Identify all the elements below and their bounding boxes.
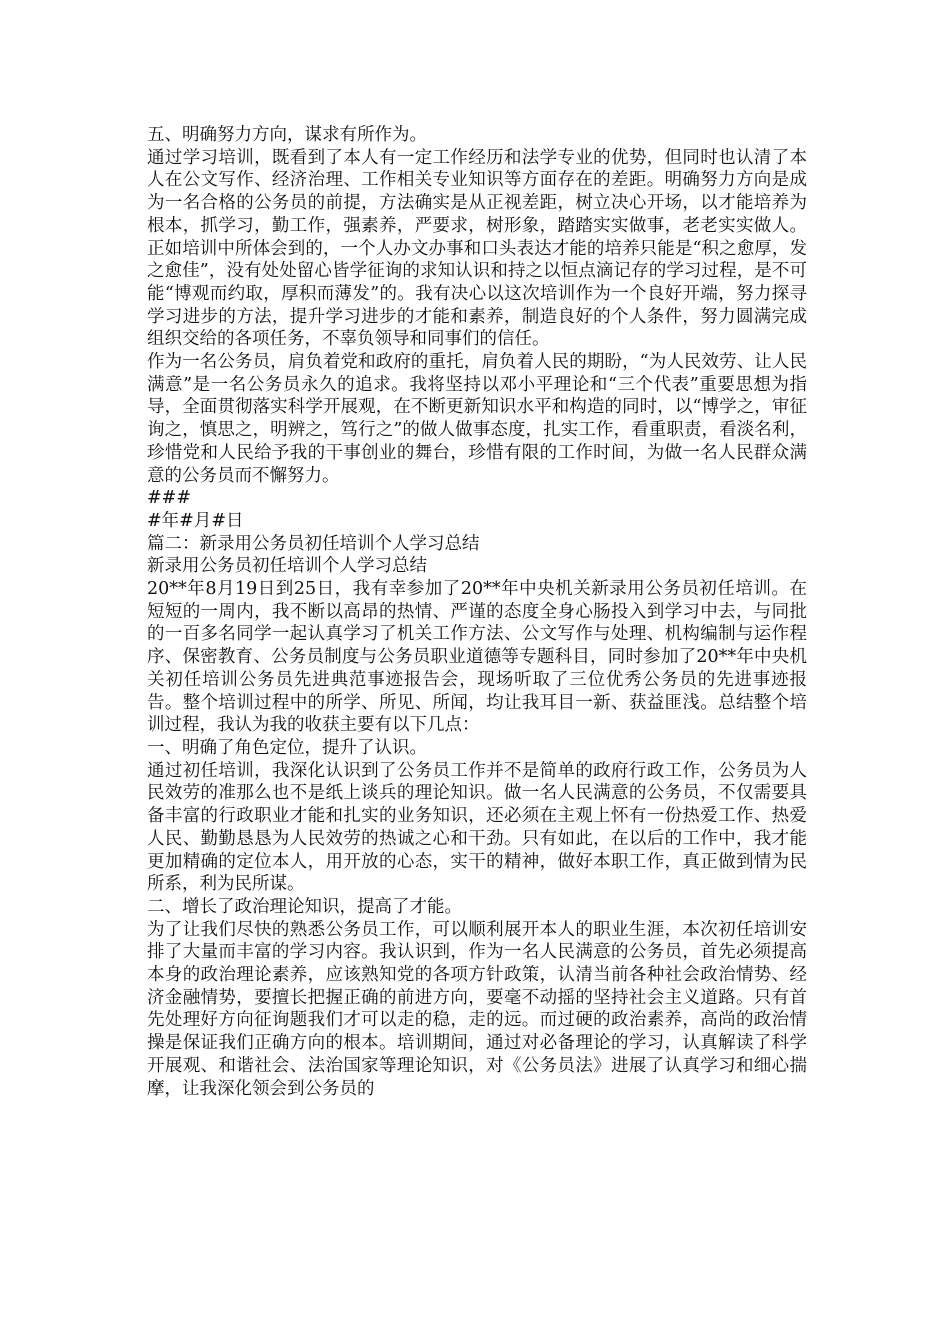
date-line: #年#月#日 (147, 510, 244, 531)
body-paragraph: 通过初任培训，我深化认识到了公务员工作并不是简单的政府行政工作，公务员为人民效劳的准那么也不是纸上谈兵的理论知识。做一名人民满意的公务员，不仅需要具备丰富的行政职业才能和扎实的业务知识，还必须在主观上怀有一份热爱工作、热爱人民、勤勤恳恳为人民效劳的热诚之心和干劲。只有如此，在以后的工作中，我才能更加精确的定位本人，用开放的心态，实干的精神，做好本职工作，真正做到情为民所系，利为民所谋。 (147, 760, 807, 895)
document-title: 新录用公务员初任培训个人学习总结 (147, 556, 427, 577)
body-paragraph: 通过学习培训，既看到了本人有一定工作经历和法学专业的优势，但同时也认清了本人在公文写作、经济治理、工作相关专业知识等方面存在的差距。明确努力方向是成为一名合格的公务员的前提，方法确实是从正视差距，树立决心开场，以才能培养为根本，抓学习，勤工作，强素养，严要求，树形象，踏踏实实做事，老老实实做人。正如培训中所体会到的，一个人办文办事和口头表达才能的培养只能是“积之愈厚，发之愈佳”，没有处处留心皆学征询的求知认识和持之以恒点滴记存的学习过程，是不可能“博观而约取，厚积而薄发”的。我有决心以这次培训作为一个良好开端，努力探寻学习进步的方法，提升学习进步的才能和素养，制造良好的个人条件，努力圆满完成组织交给的各项任务，不辜负领导和同事们的信任。 (147, 147, 807, 350)
section-heading-five: 五、明确努力方向，谋求有所作为。 (147, 125, 427, 145)
separator-marks: ### (147, 488, 191, 509)
chapter-heading: 篇二：新录用公务员初任培训个人学习总结 (147, 533, 480, 554)
body-paragraph: 20**年8月19日到25日，我有幸参加了20**年中央机关新录用公务员初任培训。在短短的一周内，我不断以高昂的热情、严谨的态度全身心肠投入到学习中去，与同批的一百多名同学一起认真学习了机关工作方法、公文写作与处理、机构编制与运作程序、保密教育、公务员制度与公务员职业道德等专题科目，同时参加了20**年中央机关初任培训公务员先进典范事迹报告会，现场听取了三位优秀公务员的先进事迹报告。整个培训过程中的所学、所见、所闻，均让我耳目一新、获益匪浅。总结整个培训过程，我认为我的收获主要有以下几点： (147, 579, 807, 736)
document-page (147, 124, 807, 1100)
body-paragraph: 为了让我们尽快的熟悉公务员工作，可以顺利展开本人的职业生涯，本次初任培训安排了大量而丰富的学习内容。我认识到，作为一名人民满意的公务员，首先必须提高本身的政治理论素养，应该熟知党的各项方针政策，认清当前各种社会政治情势、经济金融情势，要擅长把握正确的前进方向，要毫不动摇的坚持社会主义道路。只有首先处理好方向征询题我们才可以走的稳，走的远。而过硬的政治素养，高尚的政治情操是保证我们正确方向的根本。培训期间，通过对必备理论的学习，认真解读了科学开展观、和谐社会、法治国家等理论知识，对《公务员法》进展了认真学习和细心揣摩，让我深化领会到公务员的 (147, 919, 807, 1099)
body-paragraph: 作为一名公务员，肩负着党和政府的重托，肩负着人民的期盼，“为人民效劳、让人民满意”是一名公务员永久的追求。我将坚持以邓小平理论和“三个代表”重要思想为指导，全面贯彻落实科学开展观，在不断更新知识水平和构造的同时，以“博学之，审征询之，慎思之，明辨之，笃行之”的做人做事态度，扎实工作，看重职责，看淡名利，珍惜党和人民给予我的干事创业的舞台，珍惜有限的工作时间，为做一名人民群众满意的公务员而不懈努力。 (147, 352, 807, 486)
section-heading-one: 一、明确了角色定位，提升了认识。 (147, 737, 427, 758)
section-heading-two: 二、增长了政治理论知识，提高了才能。 (147, 896, 462, 917)
